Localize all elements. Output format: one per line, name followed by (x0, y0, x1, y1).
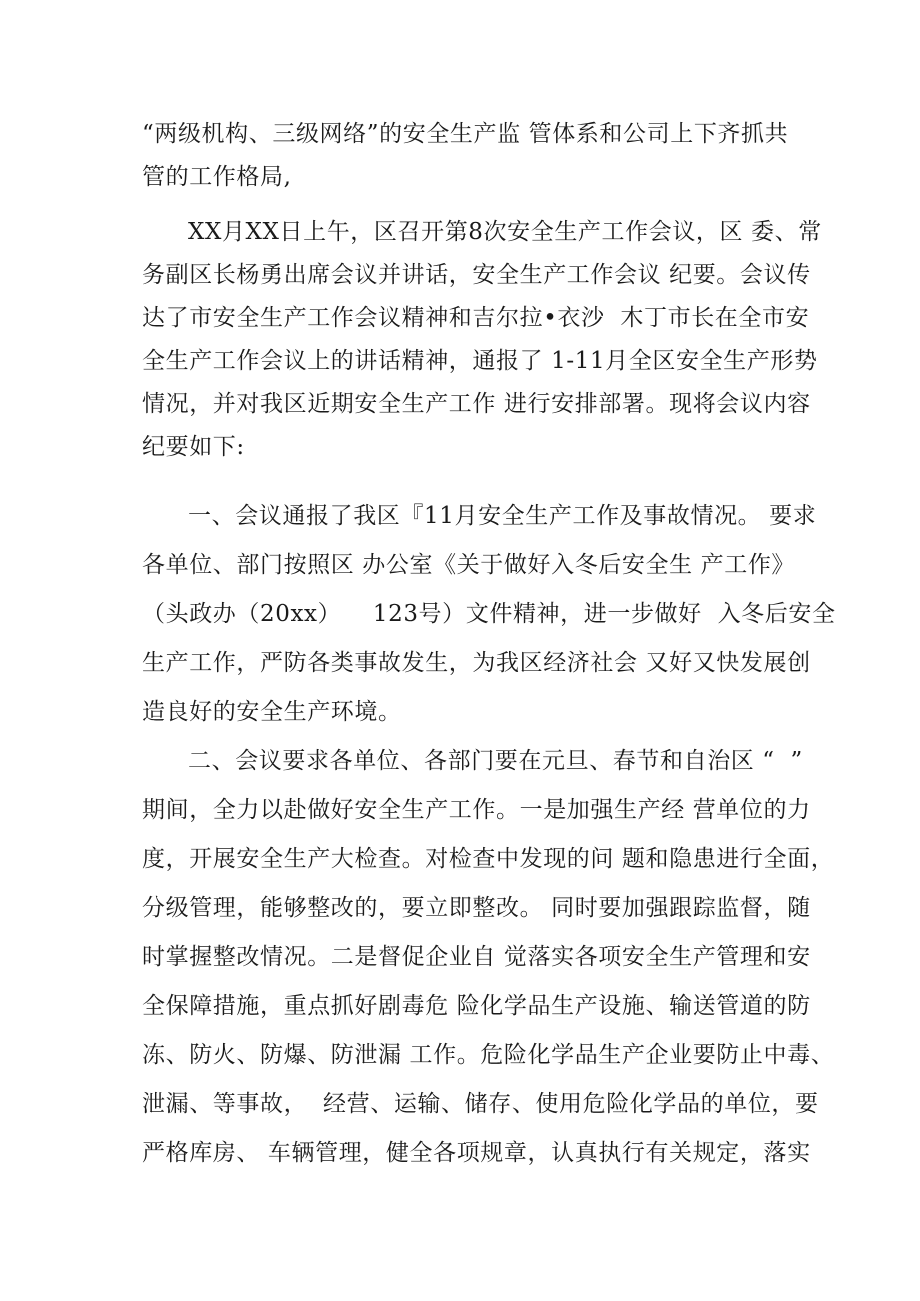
paragraph-start-line: XX月XX日上午，区召开第8次安全生产工作会议，区 委、常 (188, 219, 822, 245)
text-line: 全保障措施，重点抓好剧毒危 险化学品生产设施、输送管道的防 (142, 993, 811, 1019)
text-line: 全生产工作会议上的讲话精神，通报了 1-11月全区安全生产形势 (142, 348, 818, 374)
text-line: “两级机构、三级网络”的安全生产监 管体系和公司上下齐抓共 (142, 121, 789, 147)
paragraph-start-line: 二、会议要求各单位、各部门要在元旦、春节和自治区 “ ” (188, 748, 803, 774)
text-line: 期间，全力以赴做好安全生产工作。一是加强生产经 营单位的力 (142, 797, 811, 823)
text-line: 纪要如下: (142, 434, 245, 460)
text-line: 达了市安全生产工作会议精神和吉尔拉•衣沙 木丁市长在全市安 (142, 305, 810, 331)
text-line: 生产工作，严防各类事故发生，为我区经济社会 又好又快发展创 (142, 650, 811, 676)
text-line: 管的工作格局, (142, 164, 292, 190)
text-line: 造良好的安全生产环境。 (142, 699, 402, 725)
text-line: 务副区长杨勇出席会议并讲话，安全生产工作会议 纪要。会议传 (142, 262, 811, 288)
paragraph-start-line: 一、会议通报了我区『11月安全生产工作及事故情况。 要求 (188, 503, 817, 529)
text-line: 冻、防火、防爆、防泄漏 工作。危险化学品生产企业要防止中毒、 (142, 1042, 835, 1068)
text-line: 时掌握整改情况。二是督促企业自 觉落实各项安全生产管理和安 (142, 944, 811, 970)
text-line: （头政办（20xx） 123号）文件精神，进一步做好 入冬后安全 (142, 601, 836, 627)
text-line: 分级管理，能够整改的，要立即整改。 同时要加强跟踪监督，随 (142, 895, 811, 921)
text-line: 情况，并对我区近期安全生产工作 进行安排部署。现将会议内容 (142, 391, 811, 417)
text-line: 严格库房、 车辆管理，健全各项规章，认真执行有关规定，落实 (142, 1140, 811, 1166)
text-line: 泄漏、等事故， 经营、运输、储存、使用危险化学品的单位，要 (142, 1091, 819, 1117)
text-line: 度，开展安全生产大检查。对检查中发现的问 题和隐患进行全面， (142, 846, 835, 872)
text-line: 各单位、部门按照区 办公室《关于做好入冬后安全生 产工作》 (142, 552, 796, 578)
